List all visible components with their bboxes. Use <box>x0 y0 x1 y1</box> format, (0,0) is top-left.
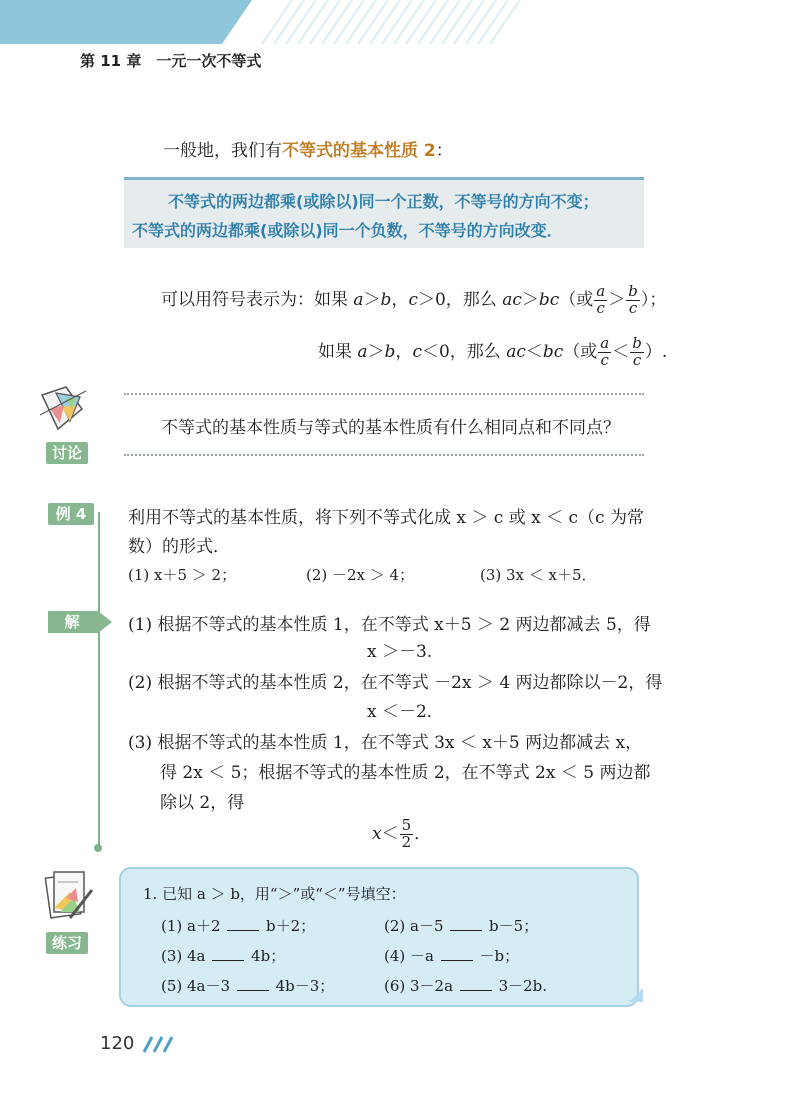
example-problem-line-2: 数）的形式． <box>128 537 230 557</box>
solution-1-line-1: (1) 根据不等式的基本性质 1，在不等式 x＋5 ＞ 2 两边都减去 5，得 <box>128 615 651 635</box>
exercise-item-2 <box>384 915 538 936</box>
exercise-item-5 <box>161 975 334 996</box>
answer-blank[interactable] <box>227 918 259 931</box>
exercise-item-2-right: b－5； <box>484 917 539 935</box>
exercise-item-6-right: 3－2b. <box>493 977 548 995</box>
fraction-b-over-c-2: $\frac{b}{c}$ <box>632 334 642 369</box>
exercise-item-1-right: b＋2； <box>261 917 316 935</box>
page-slash-marks <box>140 1035 174 1053</box>
discussion-icon <box>36 385 96 437</box>
exercise-item-3-right: 4b； <box>246 947 286 965</box>
fraction-5-over-2: $\frac{5}{2}$ <box>401 816 412 851</box>
solution-3-line-2: 得 2x ＜ 5；根据不等式的基本性质 2，在不等式 2x ＜ 5 两边都 <box>160 763 651 783</box>
example-part-2: (2) －2x ＞ 4； <box>306 566 415 584</box>
solution-3-line-3: 除以 2，得 <box>160 793 245 813</box>
symbolic-condition-2: a＞b，c＜0，那么 ac＜bc（或 $\frac{a}{c}$ ＜ $\frac{b}{c}$ ）. <box>357 334 668 369</box>
property-name: 不等式的基本性质 2 <box>282 141 436 161</box>
header-band-graphic <box>0 0 801 44</box>
chapter-title: 第 11 章 一元一次不等式 <box>80 52 262 70</box>
exercise-item-2-left: (2) a－5 <box>384 917 449 935</box>
property-box <box>124 177 644 248</box>
answer-blank[interactable] <box>460 978 492 991</box>
fraction-b-over-c: $\frac{b}{c}$ <box>628 282 638 317</box>
exercise-item-3-left: (3) 4a <box>161 947 211 965</box>
example-part-3: (3) 3x ＜ x＋5． <box>480 566 597 584</box>
example-rail <box>98 512 100 848</box>
exercise-item-6-left: (6) 3－2a <box>384 977 458 995</box>
symbolic-line-2 <box>318 336 667 369</box>
example-label: 例 4 <box>48 503 94 525</box>
intro-colon: ： <box>435 141 453 161</box>
intro-line <box>163 136 453 161</box>
divider-top <box>124 393 644 395</box>
exercise-item-6 <box>384 975 547 996</box>
property-line-2: 不等式的两边都乘(或除以)同一个负数，不等号的方向改变． <box>132 221 563 240</box>
solution-3-result: x＜ $\frac{5}{2}$ ． <box>372 816 432 851</box>
answer-blank[interactable] <box>441 948 473 961</box>
page-number <box>100 1033 174 1054</box>
symbolic-prefix-2: 如果 <box>318 341 358 362</box>
property-line-1: 不等式的两边都乘(或除以)同一个正数，不等号的方向不变； <box>168 192 599 211</box>
divider-bottom <box>124 454 644 456</box>
answer-blank[interactable] <box>450 918 482 931</box>
example-part-1: (1) x＋5 ＞ 2； <box>128 566 237 584</box>
exercise-item-4 <box>384 945 519 966</box>
answer-blank[interactable] <box>212 948 244 961</box>
exercise-item-5-right: 4b－3； <box>270 977 335 995</box>
exercise-item-4-left: (4) －a <box>384 947 439 965</box>
header-band <box>0 0 801 44</box>
exercise-title: 1. 已知 a ＞ b，用“＞”或“＜”号填空： <box>143 885 406 903</box>
discussion-question: 不等式的基本性质与等式的基本性质有什么相同点和不同点？ <box>161 418 620 438</box>
page-number-text: 120 <box>100 1033 135 1054</box>
exercise-page-curl <box>629 988 643 1002</box>
exercise-item-1 <box>161 915 315 936</box>
solution-label-shape <box>48 611 114 633</box>
exercise-icon <box>40 868 96 926</box>
exercise-item-3 <box>161 945 285 966</box>
fraction-a-over-c-2: $\frac{a}{c}$ <box>600 334 610 369</box>
intro-lead: 一般地，我们有 <box>163 141 282 161</box>
discussion-label: 讨论 <box>46 442 88 464</box>
exercise-item-4-right: －b； <box>474 947 520 965</box>
rail-end-dot <box>94 844 102 852</box>
exercise-box <box>119 867 639 1007</box>
symbolic-condition-1: a＞b，c＞0，那么 ac＞bc（或 $\frac{a}{c}$ ＞ $\frac{b}{c}$ ）； <box>353 282 667 317</box>
fraction-a-over-c: $\frac{a}{c}$ <box>596 282 606 317</box>
exercise-item-5-left: (5) 4a－3 <box>161 977 235 995</box>
symbolic-prefix: 可以用符号表示为：如果 <box>161 289 354 310</box>
symbolic-line-1 <box>161 284 666 317</box>
exercise-item-1-left: (1) a＋2 <box>161 917 226 935</box>
answer-blank[interactable] <box>237 978 269 991</box>
example-problem-line-1: 利用不等式的基本性质，将下列不等式化成 x ＞ c 或 x ＜ c（c 为常 <box>128 508 644 528</box>
solution-3-line-1: (3) 根据不等式的基本性质 1，在不等式 3x ＜ x＋5 两边都减去 x， <box>128 733 643 753</box>
solution-2-result: x ＜－2． <box>367 702 444 722</box>
exercise-label: 练习 <box>46 932 88 954</box>
solution-label: 解 <box>64 613 80 631</box>
solution-1-result: x ＞－3. <box>367 642 433 662</box>
solution-2-line-1: (2) 根据不等式的基本性质 2，在不等式 －2x ＞ 4 两边都除以－2，得 <box>128 673 663 693</box>
